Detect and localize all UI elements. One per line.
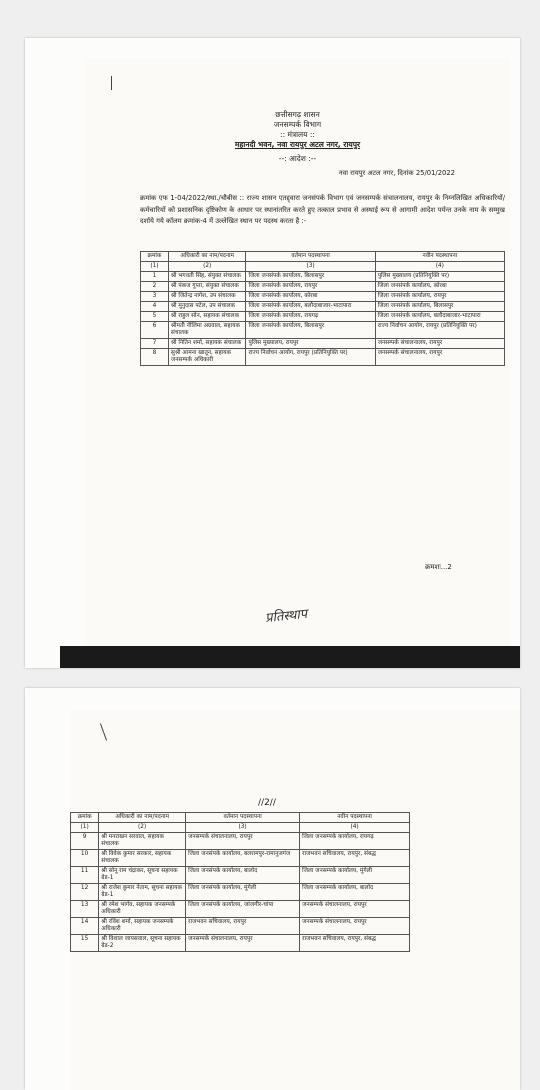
table-row	[141, 322, 505, 339]
current-posting-cell: जिला जनसंपर्क कार्यालय, रायगढ़	[246, 312, 375, 322]
page-2-paper	[70, 710, 520, 1090]
serial-cell: 2	[141, 282, 169, 292]
continued-marker: क्रमशः...2	[425, 563, 452, 571]
current-posting-cell: जिला जनसंपर्क कार्यालय, कोरबा	[246, 292, 375, 302]
current-posting-cell: जनसम्पर्क संचालनालय, रायपुर	[186, 833, 300, 850]
table-row	[71, 850, 410, 867]
new-posting-cell: जनसम्पर्क संचालनालय, रायपुर	[375, 339, 504, 349]
serial-cell: 8	[141, 349, 169, 366]
officer-cell: श्री रमेश भार्गव, सहायक जनसम्पर्क अधिकारी	[99, 901, 186, 918]
serial-cell: 6	[141, 322, 169, 339]
officer-cell: श्री सोनू राम चंद्राकर, सूचना सहायक ग्रेड-1	[99, 867, 186, 884]
table-column-number-row	[71, 823, 410, 833]
serial-cell: 15	[71, 935, 99, 952]
table-row	[141, 272, 505, 282]
column-header: क्रमांक	[71, 813, 99, 823]
document-page-2	[25, 688, 520, 1090]
new-posting-cell: राजभवन सचिवालय, रायपुर, संबद्ध	[300, 935, 410, 952]
table-row	[71, 884, 410, 901]
officer-cell: श्री राहुल सोन, सहायक संचालक	[168, 312, 246, 322]
new-posting-cell: पुलिस मुख्यालय (प्रतिनियुक्ति पर)	[375, 272, 504, 282]
officer-cell: सुश्री आमना खातून, सहायक जनसम्पर्क अधिकारी	[168, 349, 246, 366]
new-posting-cell: जनसम्पर्क संचालनालय, रायपुर	[300, 901, 410, 918]
table-column-number-row	[141, 262, 505, 272]
table-row	[141, 349, 505, 366]
new-posting-cell: जिला जनसंपर्क कार्यालय, कोरबा	[375, 282, 504, 292]
current-posting-cell: जिला जनसंपर्क कार्यालय, बलरामपुर-रामानुजगंज	[186, 850, 300, 867]
serial-cell: 10	[71, 850, 99, 867]
header-department: जनसम्पर्क विभाग	[273, 120, 322, 129]
column-number: (3)	[186, 823, 300, 833]
serial-cell: 5	[141, 312, 169, 322]
officer-cell: श्री नितिन शर्मा, सहायक संचालक	[168, 339, 246, 349]
header-address: महानदी भवन, नवा रायपुर अटल नगर, रायपुर	[234, 140, 361, 149]
pen-mark	[111, 76, 112, 90]
serial-cell: 7	[141, 339, 169, 349]
current-posting-cell: जिला जनसंपर्क कार्यालय, बिलासपुर	[246, 322, 375, 339]
column-header: क्रमांक	[141, 252, 169, 262]
order-body-text: क्रमांक एफ 1-04/2022/स्था./चौबीस :: राज्य शासन एतद्द्वारा जनसंपर्क विभाग एवं जनसम्पर्क संचालनालय, रायपुर के निम्नलिखित अधिकारियों/कर्मचारियों को प्रशासनिक दृष्टिकोण के आधार पर स्थानांतरित करते हुए तत्काल प्रभाव से अस्थाई रूप से आगामी आदेश पर्यन्त उनके नाम के सम्मुख दर्शाये गये कॉलम क्रमांक-4 में उल्लेखित स्थान पर पदस्थ करता है :-	[140, 194, 505, 225]
current-posting-cell: जिला जनसंपर्क कार्यालय, बिलासपुर	[246, 272, 375, 282]
new-posting-cell: जनसम्पर्क संचालनालय, रायपुर	[375, 349, 504, 366]
officer-cell: श्री पंकज गुप्ता, संयुक्त संचालक	[168, 282, 246, 292]
column-header: अधिकारी का नाम/पदनाम	[99, 813, 186, 823]
column-number: (4)	[300, 823, 410, 833]
current-posting-cell: पुलिस मुख्यालय, रायपुर	[246, 339, 375, 349]
order-date: नवा रायपुर अटल नगर, दिनांक 25/01/2022	[338, 169, 455, 177]
new-posting-cell: जिला जनसंपर्क कार्यालय, रायपुर	[375, 292, 504, 302]
column-header: अधिकारी का नाम/पदनाम	[168, 252, 246, 262]
new-posting-cell: राजभवन सचिवालय, रायपुर, संबद्ध	[300, 850, 410, 867]
officer-cell: श्री विशाल जायसवाल, सूचना सहायक ग्रेड-2	[99, 935, 186, 952]
new-posting-cell: जिला जनसम्पर्क कार्यालय, मुंगेली	[300, 867, 410, 884]
new-posting-cell: जनसम्पर्क संचालनालय, रायपुर	[300, 918, 410, 935]
column-number: (3)	[246, 262, 375, 272]
table-row	[71, 901, 410, 918]
table-row	[71, 935, 410, 952]
table-row	[71, 918, 410, 935]
transfer-table-page-1	[140, 251, 505, 366]
table-row	[71, 867, 410, 884]
table-header-row	[71, 813, 410, 823]
column-header: वर्तमान पदस्थापना	[246, 252, 375, 262]
current-posting-cell: जिला जनसंपर्क कार्यालय, रायपुर	[246, 282, 375, 292]
serial-cell: 11	[71, 867, 99, 884]
column-number: (2)	[99, 823, 186, 833]
officer-cell: श्री जितेन्द्र नागेश, उप संचालक	[168, 292, 246, 302]
table-row	[141, 312, 505, 322]
current-posting-cell: जिला जनसंपर्क कार्यालय, बालोद	[186, 867, 300, 884]
table-row	[141, 339, 505, 349]
header-ministry: :: मंत्रालय ::	[280, 130, 315, 139]
officer-cell: श्रीमती नीलिमा अग्रवाल, सहायक संचालक	[168, 322, 246, 339]
column-number: (1)	[141, 262, 169, 272]
current-posting-cell: राजभवन सचिवालय, रायपुर	[186, 918, 300, 935]
officer-cell: श्री मुनुदास पटेल, उप संचालक	[168, 302, 246, 312]
table-row	[141, 292, 505, 302]
officer-cell: श्री भगवती सिंह, संयुक्त संचालक	[168, 272, 246, 282]
new-posting-cell: जिला जनसंपर्क कार्यालय, बलौदाबाजार-भाटापारा	[375, 312, 504, 322]
table-row	[141, 302, 505, 312]
current-posting-cell: राज्य निर्वाचन आयोग, रायपुर (प्रतिनियुक्ति पर)	[246, 349, 375, 366]
new-posting-cell: राज्य निर्वाचन आयोग, रायपुर (प्रतिनियुक्ति पर)	[375, 322, 504, 339]
new-posting-cell: जिला जनसंपर्क कार्यालय, बिलासपुर	[375, 302, 504, 312]
officer-cell: श्री राजेश कुमार नेताम, सूचना सहायक ग्रेड-1	[99, 884, 186, 901]
serial-cell: 3	[141, 292, 169, 302]
officer-cell: श्री रविंश शर्मा, सहायक जनसम्पर्क अधिकारी	[99, 918, 186, 935]
scan-edge	[60, 646, 520, 668]
transfer-table-page-2	[70, 812, 410, 952]
officer-cell: श्री मनराखन सरवाल, सहायक संचालक	[99, 833, 186, 850]
serial-cell: 12	[71, 884, 99, 901]
document-page-1	[25, 38, 520, 668]
table-row	[141, 282, 505, 292]
column-header: नवीन पदस्थापना	[300, 813, 410, 823]
serial-cell: 13	[71, 901, 99, 918]
column-number: (4)	[375, 262, 504, 272]
signature: प्रतिस्थाप	[264, 606, 308, 627]
current-posting-cell: जिला जनसंपर्क कार्यालय, मुंगेली	[186, 884, 300, 901]
serial-cell: 4	[141, 302, 169, 312]
serial-cell: 14	[71, 918, 99, 935]
current-posting-cell: जिला जनसंपर्क कार्यालय, बलौदाबाजार-भाटापारा	[246, 302, 375, 312]
page-number: //2//	[258, 798, 276, 808]
column-header: वर्तमान पदस्थापना	[186, 813, 300, 823]
table-header-row	[141, 252, 505, 262]
new-posting-cell: जिला जनसम्पर्क कार्यालय, बालोद	[300, 884, 410, 901]
column-header: नवीन पदस्थापना	[375, 252, 504, 262]
column-number: (2)	[168, 262, 246, 272]
serial-cell: 1	[141, 272, 169, 282]
new-posting-cell: जिला जनसम्पर्क कार्यालय, रायगढ़	[300, 833, 410, 850]
serial-cell: 9	[71, 833, 99, 850]
officer-cell: श्री विवेक कुमार सरकार, सहायक संचालक	[99, 850, 186, 867]
page-1-paper	[85, 58, 510, 648]
current-posting-cell: जिला जनसंपर्क कार्यालय, जांजगीर-चांपा	[186, 901, 300, 918]
header-state: छत्तीसगढ़ शासन	[275, 110, 320, 119]
current-posting-cell: जनसम्पर्क संचालनालय, रायपुर	[186, 935, 300, 952]
table-row	[71, 833, 410, 850]
column-number: (1)	[71, 823, 99, 833]
order-title: --: आदेश :--	[278, 154, 317, 163]
